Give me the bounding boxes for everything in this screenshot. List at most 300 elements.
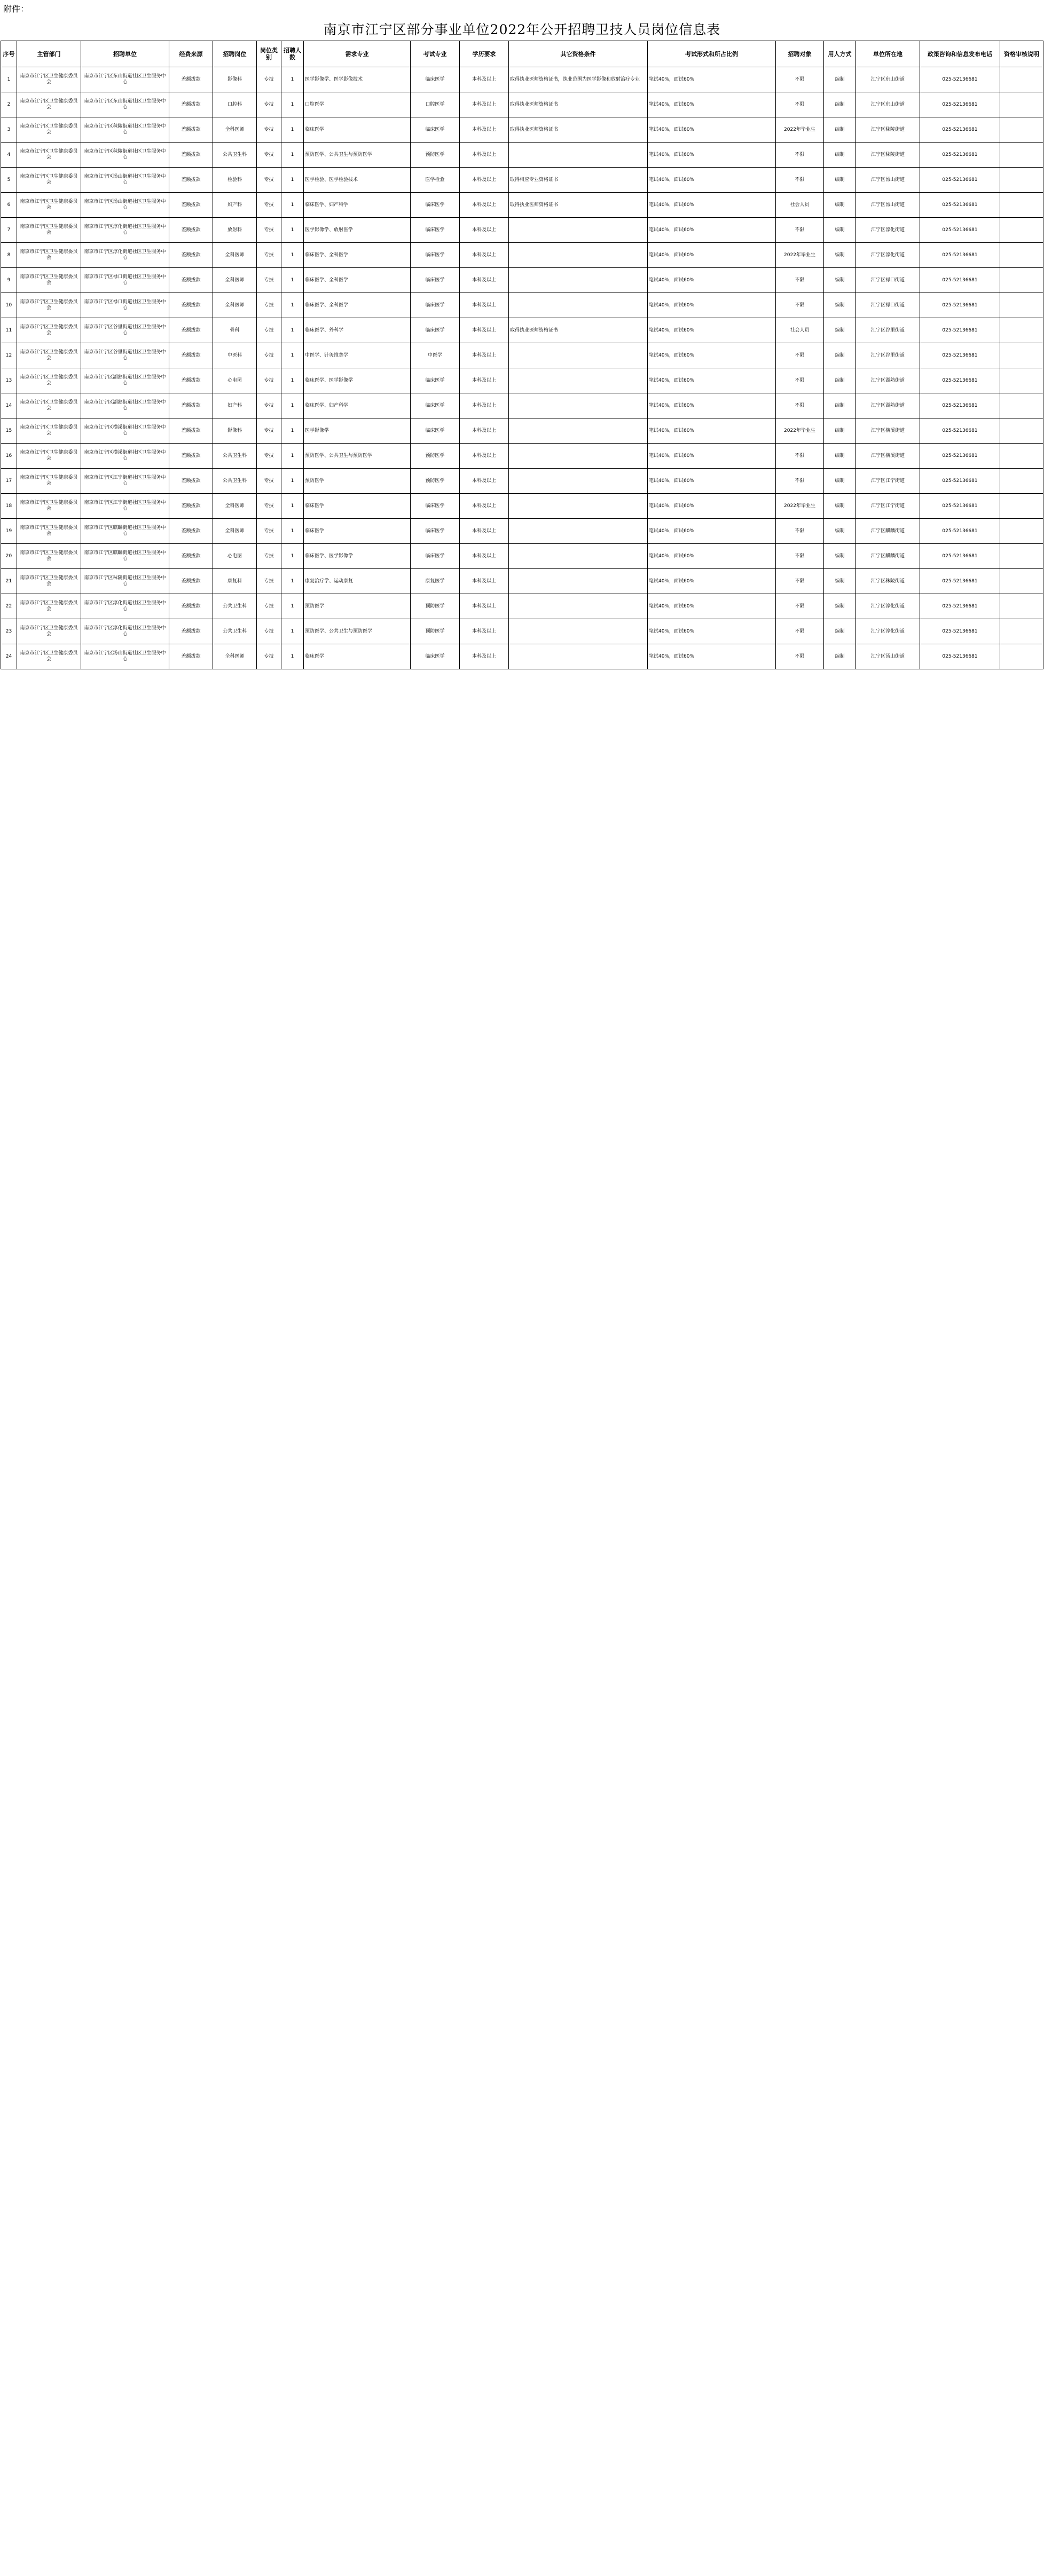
table-cell: 差额拨款 <box>169 268 213 293</box>
table-cell <box>1000 117 1043 143</box>
table-row <box>1 318 1043 343</box>
table-cell: 笔试40%，面试60% <box>648 594 776 619</box>
table-cell: 江宁区麒麟街道 <box>856 519 920 544</box>
table-cell: 差额拨款 <box>169 418 213 444</box>
table-cell: 取得执业医师资格证书 <box>509 117 648 143</box>
header-cell: 政策咨询和信息发布电话 <box>920 41 1000 67</box>
table-cell <box>509 268 648 293</box>
table-cell <box>1000 644 1043 669</box>
table-cell: 检验科 <box>213 168 257 193</box>
table-cell <box>509 143 648 168</box>
table-cell: 不限 <box>776 168 824 193</box>
table-cell: 临床医学 <box>411 644 460 669</box>
table-cell <box>1000 594 1043 619</box>
table-cell: 江宁区汤山街道 <box>856 168 920 193</box>
table-cell: 南京市江宁区卫生健康委员会 <box>17 368 81 393</box>
table-cell: 025-52136681 <box>920 368 1000 393</box>
table-cell: 预防医学 <box>411 444 460 469</box>
table-cell: 专技 <box>257 92 281 117</box>
table-cell: 编制 <box>824 393 856 418</box>
table-cell: 编制 <box>824 644 856 669</box>
table-cell: 差额拨款 <box>169 293 213 318</box>
table-cell: 11 <box>1 318 17 343</box>
table-cell: 2022年毕业生 <box>776 418 824 444</box>
table-cell: 本科及以上 <box>460 444 509 469</box>
table-cell: 南京市江宁区湖熟街道社区卫生服务中心 <box>81 393 169 418</box>
table-cell: 笔试40%，面试60% <box>648 444 776 469</box>
table-cell: 南京市江宁区横溪街道社区卫生服务中心 <box>81 418 169 444</box>
table-cell: 专技 <box>257 168 281 193</box>
table-cell: 025-52136681 <box>920 594 1000 619</box>
table-row <box>1 218 1043 243</box>
table-cell: 差额拨款 <box>169 318 213 343</box>
table-cell <box>509 644 648 669</box>
table-cell: 笔试40%，面试60% <box>648 418 776 444</box>
table-cell: 025-52136681 <box>920 494 1000 519</box>
table-cell: 南京市江宁区卫生健康委员会 <box>17 519 81 544</box>
table-cell: 2022年毕业生 <box>776 243 824 268</box>
header-cell: 序号 <box>1 41 17 67</box>
table-cell: 临床医学 <box>411 519 460 544</box>
table-cell: 临床医学 <box>304 494 411 519</box>
table-cell: 编制 <box>824 168 856 193</box>
table-cell: 10 <box>1 293 17 318</box>
table-cell: 康复医学 <box>411 569 460 594</box>
table-cell: 中医学 <box>411 343 460 368</box>
table-cell: 中医科 <box>213 343 257 368</box>
position-table <box>1 41 1043 669</box>
table-cell: 差额拨款 <box>169 469 213 494</box>
table-cell: 不限 <box>776 594 824 619</box>
table-cell: 本科及以上 <box>460 519 509 544</box>
table-cell: 临床医学、妇产科学 <box>304 393 411 418</box>
table-cell: 江宁区淳化街道 <box>856 243 920 268</box>
table-cell: 南京市江宁区卫生健康委员会 <box>17 318 81 343</box>
table-cell <box>1000 243 1043 268</box>
table-cell <box>509 393 648 418</box>
table-cell: 南京市江宁区禄口街道社区卫生服务中心 <box>81 293 169 318</box>
table-cell <box>509 243 648 268</box>
table-cell: 南京市江宁区卫生健康委员会 <box>17 494 81 519</box>
table-cell: 025-52136681 <box>920 644 1000 669</box>
table-cell: 7 <box>1 218 17 243</box>
table-cell: 1 <box>1 67 17 92</box>
table-cell: 025-52136681 <box>920 92 1000 117</box>
table-cell: 本科及以上 <box>460 368 509 393</box>
table-cell: 编制 <box>824 92 856 117</box>
table-cell: 笔试40%，面试60% <box>648 92 776 117</box>
table-cell: 医学检验、医学检验技术 <box>304 168 411 193</box>
table-cell: 公共卫生科 <box>213 143 257 168</box>
table-cell: 康复治疗学、运动康复 <box>304 569 411 594</box>
table-cell: 025-52136681 <box>920 268 1000 293</box>
table-cell: 本科及以上 <box>460 393 509 418</box>
table-cell: 1 <box>281 569 304 594</box>
table-cell: 取得执业医师资格证书 <box>509 92 648 117</box>
table-cell: 南京市江宁区卫生健康委员会 <box>17 243 81 268</box>
table-cell: 康复科 <box>213 569 257 594</box>
table-body <box>1 67 1043 669</box>
table-cell: 临床医学 <box>411 293 460 318</box>
table-cell: 笔试40%，面试60% <box>648 143 776 168</box>
table-cell: 13 <box>1 368 17 393</box>
table-cell: 公共卫生科 <box>213 594 257 619</box>
table-cell: 专技 <box>257 469 281 494</box>
table-row <box>1 544 1043 569</box>
table-cell <box>1000 619 1043 644</box>
table-cell: 临床医学、全科医学 <box>304 243 411 268</box>
table-row <box>1 418 1043 444</box>
table-cell: 医学影像学、医学影像技术 <box>304 67 411 92</box>
table-cell: 编制 <box>824 343 856 368</box>
table-cell: 南京市江宁区卫生健康委员会 <box>17 117 81 143</box>
table-cell: 差额拨款 <box>169 619 213 644</box>
table-cell: 南京市江宁区东山街道社区卫生服务中心 <box>81 92 169 117</box>
table-cell: 妇产科 <box>213 393 257 418</box>
table-cell: 不限 <box>776 619 824 644</box>
table-cell: 1 <box>281 519 304 544</box>
table-cell: 江宁区江宁街道 <box>856 469 920 494</box>
table-cell: 编制 <box>824 569 856 594</box>
table-cell: 21 <box>1 569 17 594</box>
table-cell: 025-52136681 <box>920 569 1000 594</box>
table-cell: 23 <box>1 619 17 644</box>
table-cell: 临床医学 <box>411 494 460 519</box>
table-cell: 2022年毕业生 <box>776 494 824 519</box>
table-cell: 公共卫生科 <box>213 619 257 644</box>
table-cell: 15 <box>1 418 17 444</box>
table-cell: 17 <box>1 469 17 494</box>
table-cell: 江宁区禄口街道 <box>856 293 920 318</box>
table-cell: 025-52136681 <box>920 519 1000 544</box>
table-cell: 南京市江宁区卫生健康委员会 <box>17 293 81 318</box>
table-cell: 差额拨款 <box>169 117 213 143</box>
table-cell: 预防医学 <box>411 469 460 494</box>
table-cell: 南京市江宁区淳化街道社区卫生服务中心 <box>81 594 169 619</box>
table-cell: 不限 <box>776 143 824 168</box>
table-cell: 临床医学 <box>411 117 460 143</box>
table-cell: 南京市江宁区卫生健康委员会 <box>17 343 81 368</box>
table-cell: 不限 <box>776 218 824 243</box>
table-cell: 临床医学 <box>411 243 460 268</box>
table-cell: 南京市江宁区卫生健康委员会 <box>17 268 81 293</box>
table-cell: 笔试40%，面试60% <box>648 243 776 268</box>
table-cell: 临床医学 <box>304 519 411 544</box>
table-cell: 编制 <box>824 519 856 544</box>
table-cell: 临床医学 <box>411 193 460 218</box>
table-cell: 不限 <box>776 343 824 368</box>
header-cell: 考试形式和所占比例 <box>648 41 776 67</box>
table-cell: 取得相应专业资格证书 <box>509 168 648 193</box>
table-cell: 编制 <box>824 444 856 469</box>
table-cell: 医学影像学、放射医学 <box>304 218 411 243</box>
table-cell <box>509 494 648 519</box>
table-cell: 专技 <box>257 243 281 268</box>
table-cell: 江宁区淳化街道 <box>856 218 920 243</box>
table-cell: 差额拨款 <box>169 168 213 193</box>
table-cell <box>1000 193 1043 218</box>
table-cell: 专技 <box>257 393 281 418</box>
table-row <box>1 67 1043 92</box>
table-cell: 本科及以上 <box>460 143 509 168</box>
table-cell: 临床医学、全科医学 <box>304 293 411 318</box>
table-cell: 笔试40%，面试60% <box>648 117 776 143</box>
table-cell: 影像科 <box>213 67 257 92</box>
table-row <box>1 268 1043 293</box>
table-cell: 江宁区秣陵街道 <box>856 569 920 594</box>
table-cell: 江宁区谷里街道 <box>856 343 920 368</box>
table-row <box>1 193 1043 218</box>
table-cell: 临床医学 <box>411 67 460 92</box>
table-cell: 1 <box>281 343 304 368</box>
table-cell: 专技 <box>257 418 281 444</box>
table-cell: 专技 <box>257 218 281 243</box>
table-cell: 22 <box>1 594 17 619</box>
table-cell: 1 <box>281 143 304 168</box>
table-cell: 18 <box>1 494 17 519</box>
table-cell: 南京市江宁区谷里街道社区卫生服务中心 <box>81 343 169 368</box>
table-cell: 025-52136681 <box>920 444 1000 469</box>
table-cell: 南京市江宁区湖熟街道社区卫生服务中心 <box>81 368 169 393</box>
table-cell: 025-52136681 <box>920 193 1000 218</box>
table-cell: 南京市江宁区禄口街道社区卫生服务中心 <box>81 268 169 293</box>
table-cell: 笔试40%，面试60% <box>648 168 776 193</box>
table-cell: 南京市江宁区卫生健康委员会 <box>17 67 81 92</box>
table-cell: 江宁区汤山街道 <box>856 193 920 218</box>
table-cell: 预防医学 <box>411 143 460 168</box>
table-row <box>1 644 1043 669</box>
table-cell: 专技 <box>257 544 281 569</box>
table-cell: 取得执业医师资格证书 <box>509 318 648 343</box>
table-cell: 临床医学 <box>411 368 460 393</box>
table-cell: 本科及以上 <box>460 594 509 619</box>
table-cell: 专技 <box>257 143 281 168</box>
table-cell: 1 <box>281 318 304 343</box>
table-cell: 取得执业医师资格证书，执业范围为医学影像和放射治疗专业 <box>509 67 648 92</box>
table-cell: 南京市江宁区卫生健康委员会 <box>17 418 81 444</box>
table-cell: 预防医学 <box>411 594 460 619</box>
table-cell <box>1000 368 1043 393</box>
table-cell <box>1000 393 1043 418</box>
table-cell: 江宁区湖熟街道 <box>856 393 920 418</box>
table-cell: 编制 <box>824 117 856 143</box>
table-cell <box>509 418 648 444</box>
table-cell: 口腔科 <box>213 92 257 117</box>
table-cell: 不限 <box>776 444 824 469</box>
page-title: 南京市江宁区部分事业单位2022年公开招聘卫技人员岗位信息表 <box>323 22 721 37</box>
table-cell: 江宁区麒麟街道 <box>856 544 920 569</box>
table-cell: 临床医学 <box>411 393 460 418</box>
table-cell: 不限 <box>776 544 824 569</box>
table-cell: 南京市江宁区卫生健康委员会 <box>17 193 81 218</box>
table-cell: 025-52136681 <box>920 343 1000 368</box>
table-cell: 笔试40%，面试60% <box>648 644 776 669</box>
table-cell: 南京市江宁区卫生健康委员会 <box>17 218 81 243</box>
table-cell: 不限 <box>776 268 824 293</box>
table-cell: 025-52136681 <box>920 318 1000 343</box>
table-cell <box>509 293 648 318</box>
table-cell: 24 <box>1 644 17 669</box>
table-cell: 025-52136681 <box>920 619 1000 644</box>
table-cell: 025-52136681 <box>920 243 1000 268</box>
table-cell: 差额拨款 <box>169 243 213 268</box>
table-cell: 笔试40%，面试60% <box>648 193 776 218</box>
table-cell: 不限 <box>776 393 824 418</box>
table-cell: 不限 <box>776 644 824 669</box>
table-cell: 本科及以上 <box>460 469 509 494</box>
table-row <box>1 293 1043 318</box>
table-cell: 江宁区谷里街道 <box>856 318 920 343</box>
table-cell: 编制 <box>824 368 856 393</box>
table-cell: 1 <box>281 218 304 243</box>
table-cell: 025-52136681 <box>920 67 1000 92</box>
table-cell: 全科医师 <box>213 268 257 293</box>
header-cell: 其它资格条件 <box>509 41 648 67</box>
table-cell: 专技 <box>257 594 281 619</box>
table-cell: 1 <box>281 494 304 519</box>
header-cell: 需求专业 <box>304 41 411 67</box>
table-cell: 专技 <box>257 268 281 293</box>
table-cell: 编制 <box>824 293 856 318</box>
table-cell <box>509 444 648 469</box>
table-cell <box>1000 268 1043 293</box>
table-cell: 南京市江宁区东山街道社区卫生服务中心 <box>81 67 169 92</box>
table-row <box>1 494 1043 519</box>
table-cell: 1 <box>281 544 304 569</box>
table-cell: 专技 <box>257 494 281 519</box>
table-cell: 江宁区秣陵街道 <box>856 117 920 143</box>
table-row <box>1 117 1043 143</box>
table-cell: 全科医师 <box>213 644 257 669</box>
table-cell: 笔试40%，面试60% <box>648 293 776 318</box>
table-cell: 1 <box>281 644 304 669</box>
table-cell: 笔试40%，面试60% <box>648 268 776 293</box>
table-cell: 南京市江宁区秣陵街道社区卫生服务中心 <box>81 117 169 143</box>
table-cell: 江宁区横溪街道 <box>856 418 920 444</box>
table-cell: 1 <box>281 368 304 393</box>
table-cell: 1 <box>281 168 304 193</box>
table-cell: 社会人员 <box>776 318 824 343</box>
table-cell: 笔试40%，面试60% <box>648 343 776 368</box>
table-cell: 笔试40%，面试60% <box>648 318 776 343</box>
table-cell: 骨科 <box>213 318 257 343</box>
table-cell: 专技 <box>257 293 281 318</box>
table-cell: 临床医学 <box>304 117 411 143</box>
table-cell: 本科及以上 <box>460 218 509 243</box>
table-cell: 专技 <box>257 368 281 393</box>
table-cell: 专技 <box>257 193 281 218</box>
table-cell: 编制 <box>824 318 856 343</box>
table-cell: 本科及以上 <box>460 193 509 218</box>
table-cell: 专技 <box>257 343 281 368</box>
table-cell: 编制 <box>824 469 856 494</box>
table-cell: 笔试40%，面试60% <box>648 469 776 494</box>
table-cell <box>1000 544 1043 569</box>
table-cell <box>1000 343 1043 368</box>
table-cell: 差额拨款 <box>169 393 213 418</box>
table-cell: 临床医学 <box>411 418 460 444</box>
header-cell: 招聘岗位 <box>213 41 257 67</box>
table-cell <box>509 619 648 644</box>
table-cell: 南京市江宁区卫生健康委员会 <box>17 143 81 168</box>
header-cell: 学历要求 <box>460 41 509 67</box>
table-cell: 3 <box>1 117 17 143</box>
table-cell: 临床医学、外科学 <box>304 318 411 343</box>
table-cell: 本科及以上 <box>460 293 509 318</box>
table-cell: 临床医学 <box>411 318 460 343</box>
table-cell: 9 <box>1 268 17 293</box>
table-cell: 笔试40%，面试60% <box>648 393 776 418</box>
table-cell: 南京市江宁区淳化街道社区卫生服务中心 <box>81 619 169 644</box>
table-cell <box>509 544 648 569</box>
table-cell: 江宁区汤山街道 <box>856 644 920 669</box>
table-cell <box>1000 444 1043 469</box>
table-cell: 不限 <box>776 293 824 318</box>
table-cell: 编制 <box>824 218 856 243</box>
table-cell: 不限 <box>776 469 824 494</box>
table-cell: 预防医学、公共卫生与预防医学 <box>304 444 411 469</box>
table-cell <box>509 343 648 368</box>
table-cell: 专技 <box>257 117 281 143</box>
table-row <box>1 92 1043 117</box>
table-cell: 南京市江宁区麒麟街道社区卫生服务中心 <box>81 519 169 544</box>
table-cell: 笔试40%，面试60% <box>648 67 776 92</box>
table-cell: 南京市江宁区卫生健康委员会 <box>17 619 81 644</box>
table-cell: 差额拨款 <box>169 92 213 117</box>
table-cell: 预防医学 <box>411 619 460 644</box>
table-cell: 口腔医学 <box>304 92 411 117</box>
table-cell: 全科医师 <box>213 494 257 519</box>
header-cell: 主管部门 <box>17 41 81 67</box>
table-row <box>1 519 1043 544</box>
table-cell: 6 <box>1 193 17 218</box>
table-cell: 南京市江宁区秣陵街道社区卫生服务中心 <box>81 143 169 168</box>
table-cell: 5 <box>1 168 17 193</box>
table-cell: 025-52136681 <box>920 293 1000 318</box>
table-cell: 本科及以上 <box>460 268 509 293</box>
table-cell: 全科医师 <box>213 243 257 268</box>
table-cell <box>509 469 648 494</box>
table-cell: 差额拨款 <box>169 143 213 168</box>
table-cell: 8 <box>1 243 17 268</box>
table-cell: 不限 <box>776 67 824 92</box>
table-cell: 南京市江宁区横溪街道社区卫生服务中心 <box>81 444 169 469</box>
table-cell: 本科及以上 <box>460 117 509 143</box>
table-cell: 1 <box>281 67 304 92</box>
table-cell: 全科医师 <box>213 293 257 318</box>
table-cell <box>509 594 648 619</box>
table-cell <box>1000 569 1043 594</box>
table-cell: 025-52136681 <box>920 469 1000 494</box>
table-row <box>1 368 1043 393</box>
table-cell: 预防医学 <box>304 594 411 619</box>
table-cell: 1 <box>281 393 304 418</box>
table-cell: 本科及以上 <box>460 168 509 193</box>
header-cell: 招聘人数 <box>281 41 304 67</box>
table-cell: 笔试40%，面试60% <box>648 368 776 393</box>
table-cell: 预防医学、公共卫生与预防医学 <box>304 619 411 644</box>
table-cell: 差额拨款 <box>169 644 213 669</box>
table-cell: 南京市江宁区卫生健康委员会 <box>17 393 81 418</box>
table-cell: 南京市江宁区卫生健康委员会 <box>17 168 81 193</box>
table-cell: 编制 <box>824 594 856 619</box>
table-cell: 临床医学、妇产科学 <box>304 193 411 218</box>
table-cell: 差额拨款 <box>169 594 213 619</box>
table-cell: 20 <box>1 544 17 569</box>
table-cell: 江宁区秣陵街道 <box>856 143 920 168</box>
attachment-label: 附件： <box>3 4 29 14</box>
table-cell: 临床医学、医学影像学 <box>304 368 411 393</box>
